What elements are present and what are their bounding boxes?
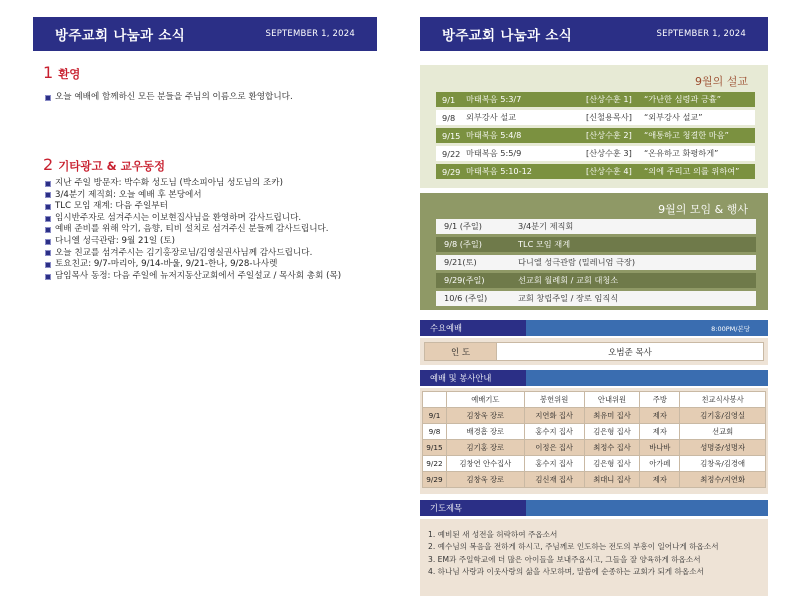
section-welcome-title: [43, 63, 80, 82]
sermon-row: 9/22 마태복음 5:5/9 [산상수훈 3] “온유하고 화평하게”: [436, 146, 755, 161]
sermon-row: 9/15 마태복음 5:4/8 [산상수훈 2] “애통하고 청결한 마음”: [436, 128, 755, 143]
service-box: [420, 388, 768, 494]
table-row: 9/8 배경흠 장로 홍수지 집사 김은형 집사 제자 선교회: [423, 424, 766, 440]
list-item: TLC 모임 재계: 다음 주일부터: [45, 201, 385, 213]
prayer-list: [428, 529, 719, 578]
square-bullet-icon: [45, 181, 51, 187]
list-item: 지난 주일 방문자: 박수화 성도님 (박소피아님 성도님의 조카): [45, 178, 385, 190]
square-bullet-icon: [45, 227, 51, 233]
list-item: 3/4분기 제직회: 오늘 예배 후 본당에서: [45, 190, 385, 202]
service-bar-fill: [526, 370, 768, 386]
square-bullet-icon: [45, 274, 51, 280]
list-item: 4. 하나님 사랑과 이웃사랑의 삶을 사모하며, 말씀에 순종하는 교회가 되게 하옵소서: [428, 566, 704, 576]
leader-key: 인 도: [425, 343, 497, 360]
event-row: 9/8 (주일) TLC 모임 재계: [436, 237, 756, 252]
prayer-box: [420, 519, 768, 596]
section-number: 1: [43, 63, 54, 82]
square-bullet-icon: [45, 216, 51, 222]
service-table: [422, 391, 766, 488]
section-label: 환영: [58, 67, 81, 81]
list-item: 오늘 예배에 함께하신 모든 분들을 주님의 이름으로 환영합니다.: [45, 92, 385, 104]
left-header: [33, 17, 377, 51]
service-label: 예배 및 봉사안내: [420, 370, 526, 386]
section-number: 2: [43, 155, 54, 174]
event-row: 9/21(토) 다니엘 성극관람 (밀레니엄 극장): [436, 255, 756, 270]
list-item: 3. EM과 주일학교에 더 많은 아이들을 보내주옵시고, 그들을 잘 양육하게 하옵소서: [428, 554, 701, 564]
service-bar: [420, 370, 768, 386]
section-label: 기타광고 & 교우동정: [58, 159, 166, 173]
leader-value: 오범준 목사: [497, 343, 763, 360]
list-item: 예배 준비를 위해 악기, 음향, 티비 설치로 섬겨주신 분들께 감사드립니다.: [45, 224, 385, 236]
table-row: 9/1 김창욱 장로 지연화 집사 최유미 집사 제자 김기홍/김영실: [423, 408, 766, 424]
right-header: [420, 17, 768, 51]
square-bullet-icon: [45, 239, 51, 245]
list-item: 1. 예비된 새 성전을 허락하여 주옵소서: [428, 530, 558, 539]
list-item: 오늘 친교를 섬겨주시는 김기홍장로님/김영실권사님께 감사드립니다.: [45, 248, 385, 260]
sermon-row: 9/1 마태복음 5:3/7 [산상수훈 1] “가난한 심령과 긍휼”: [436, 92, 755, 107]
section-announcements-title: [43, 155, 165, 174]
prayer-bar-fill: [526, 500, 768, 516]
welcome-list: [45, 92, 385, 104]
list-item: 임시반주자로 섬겨주시는 이보현집사님을 환영하며 감사드립니다.: [45, 213, 385, 225]
wednesday-service-bar: [420, 320, 768, 336]
prayer-label: 기도제목: [420, 500, 526, 516]
page-date: SEPTEMBER 1, 2024: [656, 29, 746, 39]
prayer-bar: [420, 500, 768, 516]
wednesday-time: 8:00PM/본당: [526, 320, 768, 336]
wednesday-label: 수요예배: [420, 320, 526, 336]
page-date: SEPTEMBER 1, 2024: [265, 29, 355, 39]
list-item: 2. 예수님의 복음을 전하게 하시고, 주님께로 인도하는 전도의 부흥이 일어나게 하옵소서: [428, 542, 719, 552]
event-row: 9/29(주일) 선교회 월례회 / 교회 대청소: [436, 273, 756, 288]
sermon-schedule: [420, 65, 768, 188]
square-bullet-icon: [45, 95, 51, 101]
list-item: 다니엘 성극관람: 9월 21일 (토): [45, 236, 385, 248]
events-schedule: [420, 193, 768, 310]
event-row: 10/6 (주일) 교회 창립주일 / 장로 임직식: [436, 291, 756, 306]
square-bullet-icon: [45, 192, 51, 198]
event-row: 9/1 (주일) 3/4분기 제직회: [436, 219, 756, 234]
sermon-row: 9/8 외부강사 설교 [신철용목사] “외부강사 설교”: [436, 110, 755, 125]
page-title: 방주교회 나눔과 소식: [55, 28, 186, 44]
list-item: 토요친교: 9/7-마리아, 9/14-바울, 9/21-한나, 9/28-나사렛: [45, 259, 385, 271]
square-bullet-icon: [45, 204, 51, 210]
sermon-heading: 9월의 설교: [695, 75, 748, 88]
list-item: 담임목사 동정: 다음 주일에 뉴저지동산교회에서 주일설교 / 목사회 총회 (목): [45, 271, 385, 283]
sermon-row: 9/29 마태복음 5:10-12 [산상수훈 4] “의에 주리고 의를 위하여”: [436, 164, 755, 179]
table-row: 9/15 김기홍 장로 이정은 집사 최정수 집사 바나바 성명중/성명자: [423, 440, 766, 456]
square-bullet-icon: [45, 262, 51, 268]
table-header-row: 예배기도 봉헌위원 안내위원 주방 친교식사봉사: [423, 392, 766, 408]
sermon-rows: [436, 92, 755, 182]
wednesday-service-box: [420, 338, 768, 365]
page-title: 방주교회 나눔과 소식: [442, 28, 573, 44]
square-bullet-icon: [45, 250, 51, 256]
announcements-list: [45, 178, 385, 282]
table-row: 9/22 김창연 안수집사 홍수지 집사 김은형 집사 아가페 김창욱/김경애: [423, 456, 766, 472]
wednesday-leader-row: [424, 342, 764, 361]
events-rows: [436, 219, 756, 309]
table-row: 9/29 김창욱 장로 김신재 집사 최대니 집사 제자 최정수/지연화: [423, 472, 766, 488]
events-heading: 9월의 모임 & 행사: [658, 203, 748, 216]
